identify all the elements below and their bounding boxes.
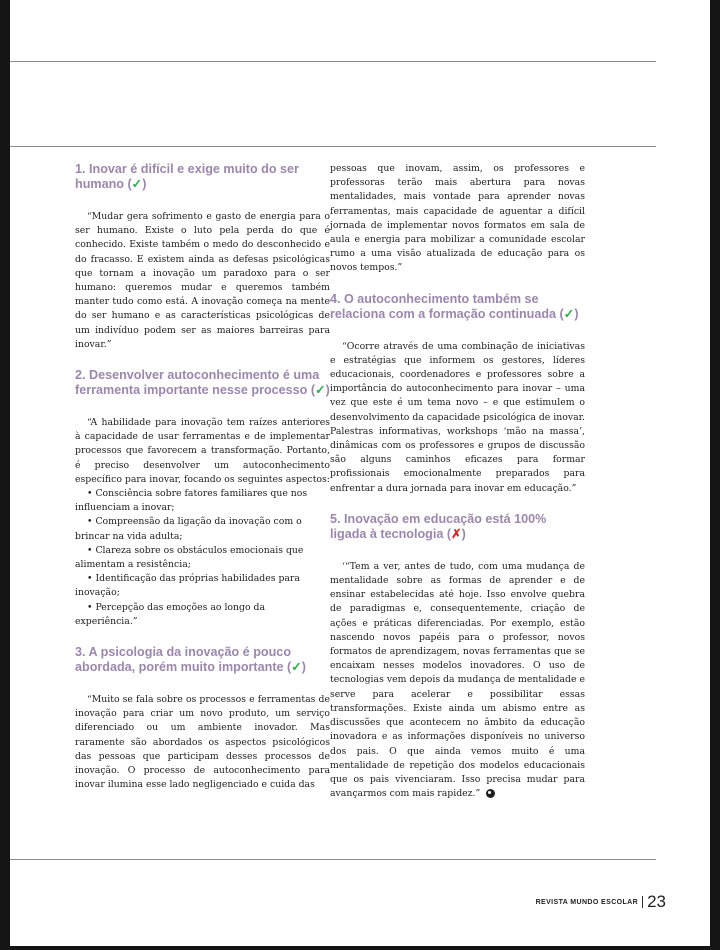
section-3-heading: 3. A psicologia da inovação é pouco abordada, porém muito importante (✓) [75, 645, 306, 675]
section-1-paragraph: “Mudar gera sofrimento e gasto de energia para o ser humano. Existe o luto pela perda do que é conhecido. Existe também o medo do desconhecido e do fracasso. E existem ainda as defesas psicológicas que tornam a inovação um paradoxo para o ser humano: queremos mudar e queremos também manter tudo como está. A inovação começa na mente do ser humano e as características psicológicas de um indivíduo podem ser as maiores barreiras para inovar.” [75, 211, 330, 350]
section-2-bullet-list [75, 487, 330, 629]
section-1-heading: 1. Inovar é difícil e exige muito do ser humano (✓) [75, 162, 299, 191]
end-of-article-icon [486, 789, 495, 798]
right-column [330, 162, 585, 817]
left-column [75, 162, 330, 809]
section-3-paragraph: “Muito se fala sobre os processos e ferramentas de inovação para criar um novo produto, um serviço diferenciado ou um ambiente inovador. Mas raramente são abordados os aspectos psicológicos das pessoas que participam desses processos de inovação. O processo de autoconhecimento para inovar ilumina esse lado negligenciado e cuida das [75, 694, 330, 791]
check-icon: ✓ [315, 383, 326, 398]
footer-rule [10, 859, 656, 860]
section-2-heading: 2. Desenvolver autoconhecimento é uma ferramenta importante nesse processo (✓) [75, 368, 330, 398]
section-3-continuation: pessoas que inovam, assim, os professores e professoras terão mais abertura para novas mentalidades, mais vontade para aprender novas ferramentas, mais capacidade de aguentar a difícil jornada de implementar novos formatos em sala de aula e energia para mobilizar a comunidade escolar rumo a uma visão atualizada de educação para os novos tempos.” [330, 163, 585, 274]
section-5-paragraph: ‘“Tem a ver, antes de tudo, com uma mudança de mentalidade sobre as formas de aprender e de ensinar estabelecidas até hoje. Isso envolve quebra de paradigmas e, consequentemente, criação de ações e práticas diferenciadas. Por exemplo, estão nascendo novos papéis para o professor, novos formatos de aprendizagem, novas ferramentas que se encaixam nesses modelos inovadores. O uso de tecnologias vem depois da mudança de mentalidade e serve para acelerar e possibilitar essas transformações. Existe ainda um abismo entre as discussões que acontecem no âmbito da educação inovadora e as informações disponíveis no universo dos pais. O que ainda vemos muito é uma mentalidade de repetição dos modelos educacionais que os pais vivenciaram. Isso precisa mudar para avançarmos com mais rapidez.” [330, 560, 585, 800]
section-2-paragraph: “A habilidade para inovação tem raízes anteriores à capacidade de usar ferramentas e de implementar processos que favorecem a transformação. Portanto, é preciso desenvolver um autoconhecimento específico para inovar, focando os seguintes aspectos: [75, 417, 330, 485]
section-4-paragraph: “Ocorre através de uma combinação de iniciativas e estratégias que informem os gestores, líderes educacionais, coordenadores e professores sobre a importância do autoconhecimento para inovar – uma vez que este é um tema novo – e que estimulem o desenvolvimento da capacidade psicológica de inovar. Palestras informativas, workshops ‘mão na massa’, dinâmicas com os professores e grupos de discussão são alguns caminhos eficazes para formar profissionais emocionalmente preparados para enfrentar a dura jornada para inovar em educação.” [330, 340, 585, 494]
header-rule [10, 146, 656, 147]
bullet-item: • Percepção das emoções ao longo da experiência.” [75, 601, 266, 627]
check-icon: ✓ [291, 660, 302, 675]
section-4-heading: 4. O autoconhecimento também se relaciona com a formação continuada (✓) [330, 291, 579, 321]
check-icon: ✓ [563, 306, 575, 321]
magazine-name: REVISTA MUNDO ESCOLAR [535, 898, 639, 906]
bullet-item: • Compreensão da ligação da inovação com o brincar na vida adulta; [75, 516, 302, 542]
bullet-item: • Consciência sobre fatores familiares que nos influenciam a inovar; [75, 488, 308, 514]
footer-separator [642, 896, 643, 908]
page-number: 23 [647, 892, 666, 911]
page-footer [536, 892, 666, 912]
cross-icon: ✗ [451, 526, 462, 541]
section-5-heading: 5. Inovação em educação está 100% ligada à tecnologia (✗) [330, 511, 547, 541]
check-icon: ✓ [131, 177, 143, 191]
bullet-item: • Clareza sobre os obstáculos emocionais que alimentam a resistência; [75, 544, 304, 571]
magazine-page [10, 0, 710, 946]
top-rule [10, 61, 656, 62]
bullet-item: • Identificação das próprias habilidades para inovação; [75, 573, 300, 599]
